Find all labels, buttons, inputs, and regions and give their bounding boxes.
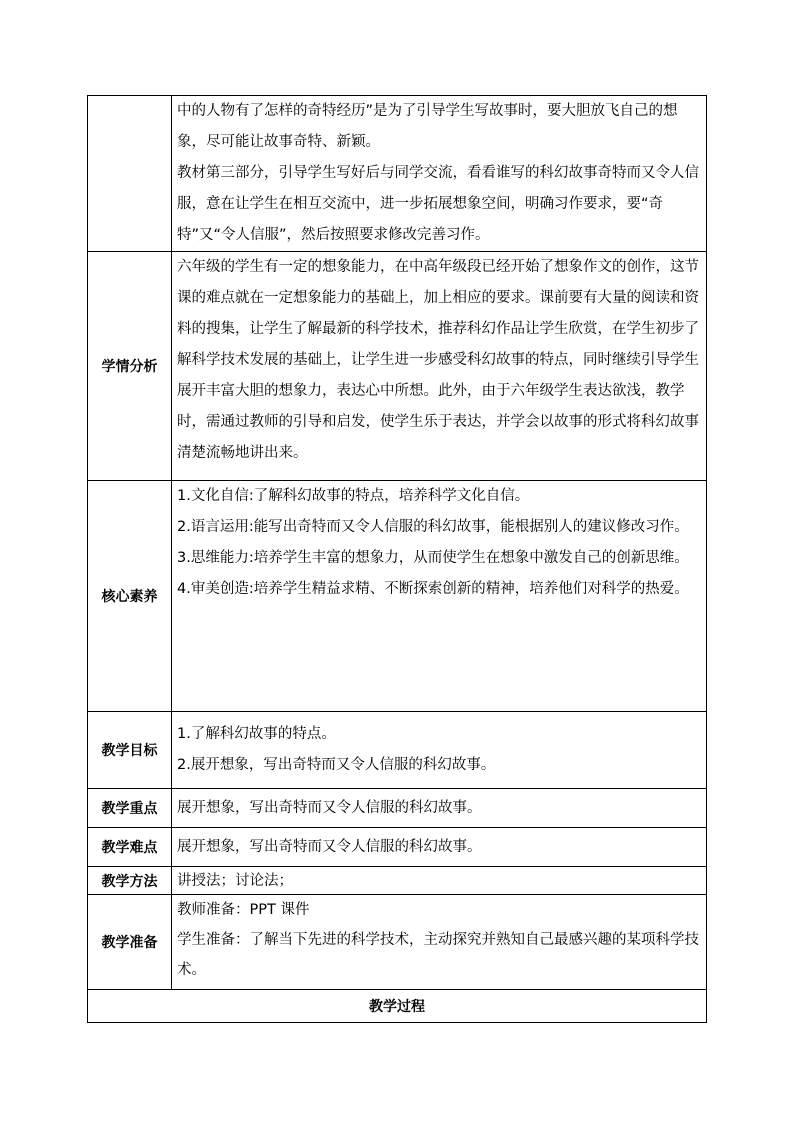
row-label: 核心素养 — [88, 481, 172, 712]
paragraph: 展开想象，写出奇特而又令人信服的科幻故事。 — [177, 838, 482, 855]
row-label: 教学重点 — [88, 789, 172, 828]
row-label: 教学准备 — [88, 895, 172, 990]
row-label — [88, 96, 172, 252]
row-key-points — [88, 789, 707, 828]
paragraph: 教材第三部分，引导学生写好后与同学交流，看看谁写的科幻故事奇特而又令人信服，意在让学生在相互交流中，进一步拓展想象空间，明确习作要求，要“奇特”又“令人信服”，然后按照要求修改完善习作。 — [177, 165, 699, 243]
paragraph: 1.了解科幻故事的特点。 — [177, 726, 336, 742]
row-content — [172, 96, 707, 252]
row-teaching-process-header — [88, 990, 707, 1023]
paragraph: 教师准备：PPT 课件 — [177, 902, 310, 918]
paragraph: 学生准备：了解当下先进的科学技术，主动探究并熟知自己最感兴趣的某项科学技术。 — [177, 932, 699, 978]
row-label: 教学方法 — [88, 867, 172, 895]
row-teaching-methods — [88, 867, 707, 895]
row-content — [172, 828, 707, 867]
paragraph: 1.文化自信:了解科幻故事的特点，培养科学文化自信。 — [177, 488, 530, 504]
paragraph: 中的人物有了怎样的奇特经历”是为了引导学生写故事时，要大胆放飞自己的想象，尽可能让故事奇特、新颖。 — [177, 103, 678, 150]
row-textbook-analysis-continued — [88, 96, 707, 252]
row-content — [172, 867, 707, 895]
row-content — [172, 789, 707, 828]
paragraph: 3.思维能力:培养学生丰富的想象力，从而使学生在想象中激发自己的创新思维。 — [177, 550, 689, 566]
paragraph: 2.语言运用:能写出奇特而又令人信服的科幻故事，能根据别人的建议修改习作。 — [177, 519, 689, 535]
row-content — [172, 712, 707, 789]
row-content — [172, 252, 707, 481]
row-content — [172, 481, 707, 712]
row-teaching-preparation — [88, 895, 707, 990]
row-teaching-goals — [88, 712, 707, 789]
paragraph: 讲授法；讨论法； — [177, 872, 293, 889]
paragraph: 2.展开想象，写出奇特而又令人信服的科幻故事。 — [177, 757, 496, 773]
row-student-analysis — [88, 252, 707, 481]
paragraph: 六年级的学生有一定的想象能力，在中高年级段已经开始了想象作文的创作，这节课的难点就在一定想象能力的基础上，加上相应的要求。课前要有大量的阅读和资料的搜集，让学生了解最新的科学技术，推荐科幻作品让学生欣赏，在学生初步了解科学技术发展的基础上，让学生进一步感受科幻故事的特点，同时继续引导学生展开丰富大胆的想象力，表达心中所想。此外，由于六年级学生表达欲浅，教学时，需通过教师的引导和启发，使学生乐于表达，并学会以故事的形式将科幻故事清楚流畅地讲出来。 — [177, 259, 699, 461]
row-core-literacy — [88, 481, 707, 712]
lesson-plan-table — [87, 95, 707, 1023]
section-header: 教学过程 — [88, 990, 707, 1023]
paragraph: 展开想象，写出奇特而又令人信服的科幻故事。 — [177, 799, 482, 816]
paragraph: 4.审美创造:培养学生精益求精、不断探索创新的精神，培养他们对科学的热爱。 — [177, 581, 689, 597]
row-difficult-points — [88, 828, 707, 867]
row-label: 教学难点 — [88, 828, 172, 867]
row-content — [172, 895, 707, 990]
row-label: 教学目标 — [88, 712, 172, 789]
row-label: 学情分析 — [88, 252, 172, 481]
